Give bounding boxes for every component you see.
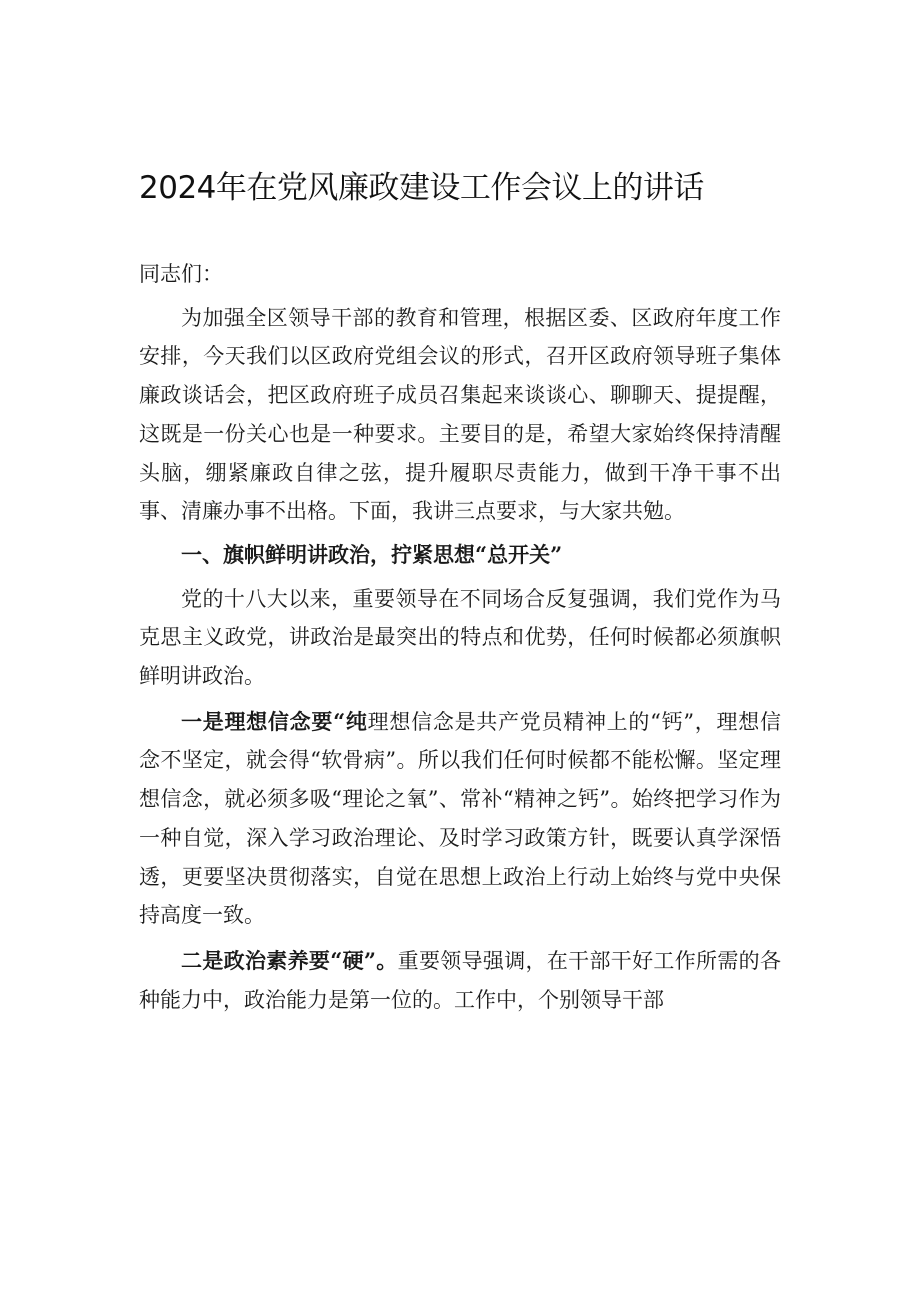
greeting: 同志们： bbox=[139, 262, 223, 286]
point2-body: 重要领导强调，在干部干好工作所需的各种能力中，政治能力是第一位的。工作中，个别领导干部 bbox=[139, 948, 781, 1012]
document-title: 2024年在党风廉政建设工作会议上的讲话 bbox=[139, 170, 704, 206]
paragraph-section1: 党的十八大以来，重要领导在不同场合反复强调，我们党作为马克思主义政党，讲政治是最突出的特点和优势，任何时候都必须旗帜鲜明讲政治。 bbox=[139, 586, 781, 689]
point1-lead: 一是理想信念要“纯 bbox=[181, 708, 368, 734]
point1-body: 理想信念是共产党员精神上的“钙”，理想信念不坚定，就会得“软骨病”。所以我们任何时候都不能松懈。坚定理想信念，就必须多吸“理论之氧”、常补“精神之钙”。始终把学习作为一种自觉，深入学习政治理论、及时学习政策方针，既要认真学深悟透，更要坚决贯彻落实，自觉在思想上政治上行动上始终与党中央保持高度一致。 bbox=[139, 709, 781, 928]
paragraph-point2 bbox=[139, 942, 781, 1019]
section-heading-1: 一、旗帜鲜明讲政治，拧紧思想“总开关” bbox=[181, 541, 563, 567]
document-body bbox=[139, 255, 781, 1019]
paragraph-point1 bbox=[139, 703, 781, 935]
point2-lead: 二是政治素养要“硬”。 bbox=[181, 947, 398, 973]
paragraph-intro: 为加强全区领导干部的教育和管理，根据区委、区政府年度工作安排，今天我们以区政府党组会议的形式，召开区政府领导班子集体廉政谈话会，把区政府班子成员召集起来谈谈心、聊聊天、提提醒，这既是一份关心也是一种要求。主要目的是，希望大家始终保持清醒头脑，绷紧廉政自律之弦，提升履职尽责能力，做到干净干事不出事、清廉办事不出格。下面，我讲三点要求，与大家共勉。 bbox=[139, 305, 781, 524]
